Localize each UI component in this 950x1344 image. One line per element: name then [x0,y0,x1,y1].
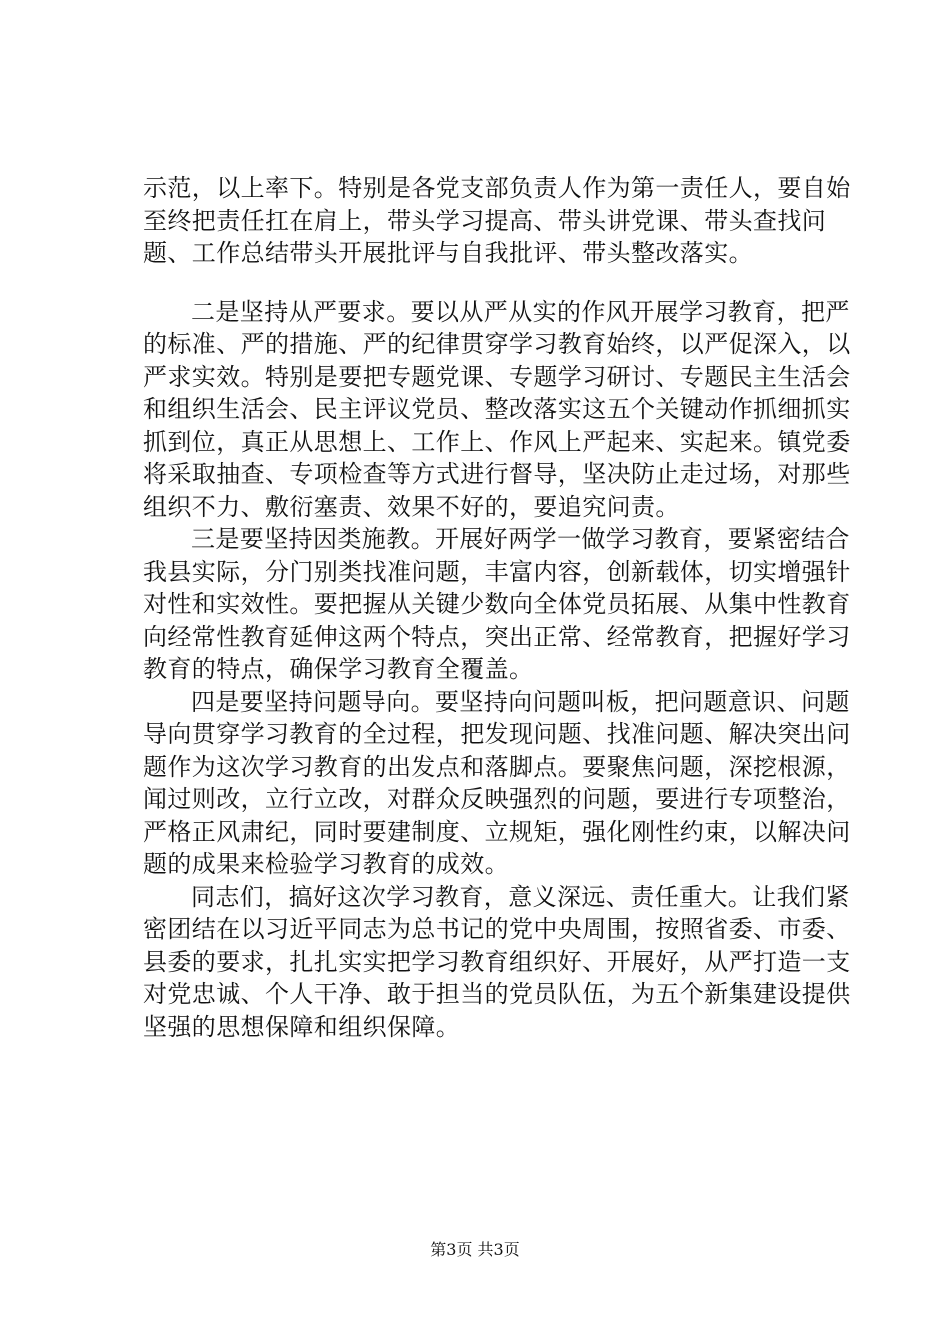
paragraph-problem-oriented: 四是要坚持问题导向。要坚持向问题叫板，把问题意识、问题导向贯穿学习教育的全过程，把发现问题、找准问题、解决突出问题作为这次学习教育的出发点和落脚点。要聚焦问题，深挖根源，闻过则改，立行立改，对群众反映强烈的问题，要进行专项整治，严格正风肃纪，同时要建制度、立规矩，强化刚性约束，以解决问题的成果来检验学习教育的成效。 [143,687,851,878]
paragraph-gap [143,270,863,296]
page-footer: 第3页 共3页 [430,1240,520,1259]
paragraph-continued: 示范，以上率下。特别是各党支部负责人作为第一责任人，要自始至终把责任扛在肩上，带头学习提高、带头讲党课、带头查找问题、工作总结带头开展批评与自我批评、带头整改落实。 [143,174,851,267]
paragraph-closing: 同志们，搞好这次学习教育，意义深远、责任重大。让我们紧密团结在以习近平同志为总书记的党中央周围，按照省委、市委、县委的要求，扎扎实实把学习教育组织好、开展好，从严打造一支对党忠诚、个人干净、敢于担当的党员队伍，为五个新集建设提供坚强的思想保障和组织保障。 [143,882,851,1041]
document-body [143,172,863,1043]
paragraph-targeted-education: 三是要坚持因类施教。开展好两学一做学习教育，要紧密结合我县实际，分门别类找准问题，丰富内容，创新载体，切实增强针对性和实效性。要把握从关键少数向全体党员拓展、从集中性教育向经常性教育延伸这两个特点，突出正常、经常教育，把握好学习教育的特点，确保学习教育全覆盖。 [143,525,851,683]
paragraph-strict-requirements: 二是坚持从严要求。要以从严从实的作风开展学习教育，把严的标准、严的措施、严的纪律贯穿学习教育始终，以严促深入，以严求实效。特别是要把专题党课、专题学习研讨、专题民主生活会和组织生活会、民主评议党员、整改落实这五个关键动作抓细抓实抓到位，真正从思想上、工作上、作风上严起来、实起来。镇党委将采取抽查、专项检查等方式进行督导，坚决防止走过场，对那些组织不力、敷衍塞责、效果不好的，要追究问责。 [143,297,851,521]
